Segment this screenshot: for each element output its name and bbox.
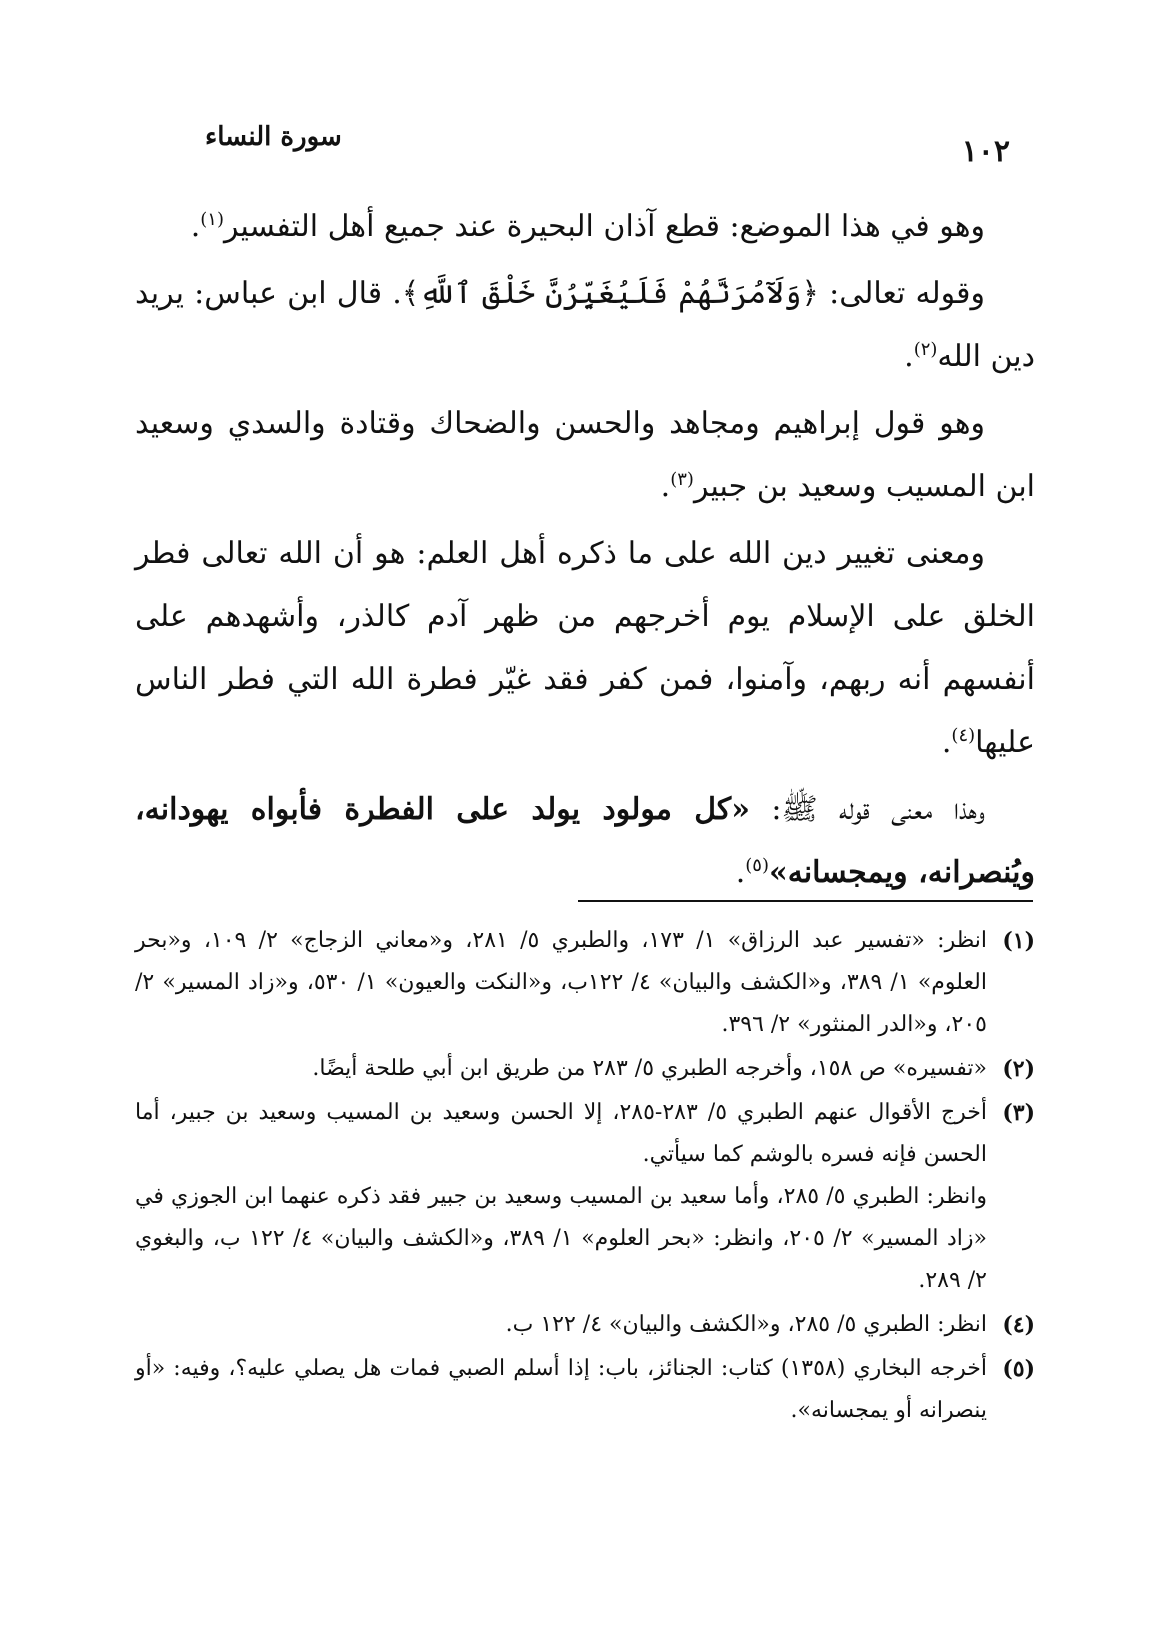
paragraph-4 [135, 522, 1035, 774]
footnote-ref-2: (٢) [913, 339, 938, 360]
period: . [660, 469, 671, 504]
paragraph-text: . قال ابن عباس: يريد دين الله [135, 276, 1035, 374]
main-text [135, 195, 1035, 908]
paragraph-2 [135, 262, 1035, 388]
paragraph-text: وهو في هذا الموضع: قطع آذان البحيرة عند جميع أهل التفسير [223, 209, 985, 244]
paragraph-text: وهذا معنى قوله ﷺ: [749, 792, 985, 827]
footnote-number: (٣) [1002, 1100, 1035, 1126]
footnote-3 [135, 1092, 1035, 1302]
paragraph-3 [135, 392, 1035, 518]
footnote-ref-3: (٣) [670, 469, 694, 490]
footnote-text: أخرجه البخاري (١٣٥٨) كتاب: الجنائز، باب: إذا أسلم الصبي فمات هل يصلي عليه؟، وفيه: «أو ينصرانه أو يمجسانه». [135, 1356, 987, 1423]
footnote-5 [135, 1348, 1035, 1432]
footnote-ref-5: (٥) [745, 855, 769, 876]
paragraph-text: وقوله تعالى: [818, 276, 986, 311]
footnote-1 [135, 920, 1035, 1046]
surah-title: سورة النساء [205, 122, 342, 152]
footnote-number: (٤) [1002, 1312, 1035, 1338]
footnote-text-continued: وانظر: الطبري ٥/ ٢٨٥، وأما سعيد بن المسيب وسعيد بن جبير فقد ذكره عنهما ابن الجوزي في «زاد المسير» ٢/ ٢٠٥، وانظر: «بحر العلوم» ١/ ٣٨٩، و«الكشف والبيان» ٤/ ١٢٢ ب، والبغوي ٢/ ٢٨٩. [135, 1184, 988, 1293]
footnote-text: «تفسيره» ص ١٥٨، وأخرجه الطبري ٥/ ٢٨٣ من طريق ابن أبي طلحة أيضًا. [312, 1056, 987, 1081]
period: . [941, 725, 952, 760]
period: . [904, 339, 914, 374]
paragraph-5 [135, 778, 1035, 904]
hadith-quote: «كل مولود يولد على الفطرة فأبواه يهودانه، ويُنصرانه، ويمجسانه» [135, 792, 1035, 890]
footnote-number: (٥) [1002, 1356, 1035, 1382]
paragraph-text: وهو قول إبراهيم ومجاهد والحسن والضحاك وقتادة والسدي وسعيد ابن المسيب وسعيد بن جبير [135, 406, 1035, 504]
paragraph-text: ومعنى تغيير دين الله على ما ذكره أهل العلم: هو أن الله تعالى فطر الخلق على الإسلام يوم أخرجهم من ظهر آدم كالذر، وأشهدهم على أنفسهم أنه ربهم، وآمنوا، فمن كفر فقد غيّر فطرة الله التي فطر الناس عليها [135, 536, 1035, 760]
footnote-body [135, 1092, 987, 1302]
footnote-separator [578, 900, 1033, 902]
page-number: ١٠٢ [961, 134, 1010, 169]
footnote-ref-1: (١) [200, 209, 224, 230]
period: . [190, 209, 201, 244]
footnote-number: (٢) [1002, 1056, 1035, 1082]
footnote-number: (١) [1002, 928, 1035, 954]
paragraph-1 [135, 195, 1035, 258]
footnotes [135, 920, 1035, 1434]
quran-verse: ﴿وَلَآمُرَنَّهُمْ فَلَيُغَيِّرُنَّ خَلْقَ ٱللَّهِ﴾ [401, 276, 819, 311]
footnote-ref-4: (٤) [951, 725, 976, 746]
footnote-text: انظر: الطبري ٥/ ٢٨٥، و«الكشف والبيان» ٤/ ١٢٢ ب. [505, 1312, 987, 1337]
period: . [735, 855, 746, 890]
footnote-text: انظر: «تفسير عبد الرزاق» ١/ ١٧٣، والطبري ٥/ ٢٨١، و«معاني الزجاج» ٢/ ١٠٩، و«بحر العلوم» ١/ ٣٨٩، و«الكشف والبيان» ٤/ ١٢٢ب، و«النكت والعيون» ١/ ٥٣٠، و«زاد المسير» ٢/ ٢٠٥، و«الدر المنثور» ٢/ ٣٩٦. [135, 928, 987, 1037]
footnote-text: أخرج الأقوال عنهم الطبري ٥/ ٢٨٣-٢٨٥، إلا الحسن وسعيد بن المسيب وسعيد بن جبير، أما الحسن فإنه فسره بالوشم كما سيأتي. [135, 1100, 987, 1167]
footnote-2 [135, 1048, 1035, 1090]
page-header [180, 112, 1020, 172]
footnote-4 [135, 1304, 1035, 1346]
